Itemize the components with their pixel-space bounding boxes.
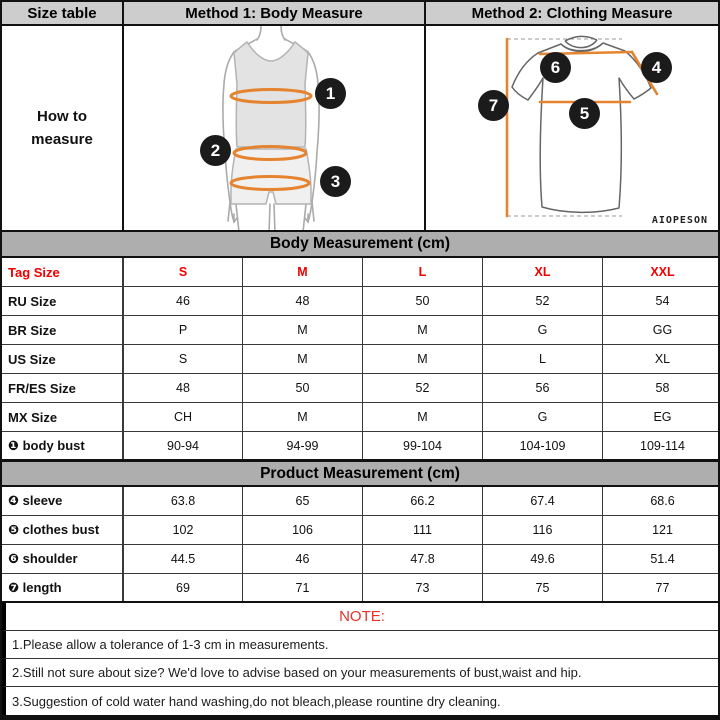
cell-value: CH <box>122 403 242 431</box>
cell-value: 47.8 <box>362 545 482 573</box>
cell-value: 99-104 <box>362 432 482 459</box>
marker-1-bust: 1 <box>315 78 346 109</box>
row-label: ❶ body bust <box>8 437 85 453</box>
header-method1: Method 1: Body Measure <box>122 2 424 24</box>
row-label: RU Size <box>8 293 57 309</box>
cell-value: 116 <box>482 516 602 544</box>
cell-value: GG <box>602 316 720 344</box>
how-to-line1: How to <box>37 107 87 125</box>
cell-value: 50 <box>362 287 482 315</box>
note-item-3: 3.Suggestion of cold water hand washing,do not bleach,please rountine dry cleaning. <box>2 687 718 715</box>
cell-value: 56 <box>482 374 602 402</box>
table-row-ru-size <box>2 287 718 316</box>
cell-value: 73 <box>362 574 482 601</box>
body-figure-svg <box>124 26 424 230</box>
cell-value: 69 <box>122 574 242 601</box>
cell-value: L <box>482 345 602 373</box>
note-item-1: 1.Please allow a tolerance of 1-3 cm in measurements. <box>2 631 718 659</box>
tag-size-m: M <box>242 258 362 286</box>
tag-size-xl: XL <box>482 258 602 286</box>
row-label: ❼ length <box>8 579 62 595</box>
how-to-measure-label <box>2 26 122 230</box>
table-row-shoulder <box>2 545 718 574</box>
cell-value: 46 <box>122 287 242 315</box>
row-label: Tag Size <box>8 264 60 280</box>
cell-value: P <box>122 316 242 344</box>
table-row-length <box>2 574 718 603</box>
cell-value: 63.8 <box>122 487 242 515</box>
body-figure-wrap <box>124 26 424 230</box>
tag-size-xxl: XXL <box>602 258 720 286</box>
note-title: NOTE: <box>2 603 718 631</box>
tag-size-s: S <box>122 258 242 286</box>
cell-value: 71 <box>242 574 362 601</box>
row-label: US Size <box>8 351 56 367</box>
cell-value: M <box>362 403 482 431</box>
cell-value: 51.4 <box>602 545 720 573</box>
cell-value: 67.4 <box>482 487 602 515</box>
cell-value: EG <box>602 403 720 431</box>
header-size-table: Size table <box>27 4 97 22</box>
cell-value: M <box>362 316 482 344</box>
cell-value: 44.5 <box>122 545 242 573</box>
cell-value: 48 <box>122 374 242 402</box>
table-row-clothes-bust <box>2 516 718 545</box>
cell-value: 66.2 <box>362 487 482 515</box>
row-label: ❻ shoulder <box>8 551 78 566</box>
cell-value: 109-114 <box>602 432 720 459</box>
cell-value: 52 <box>362 374 482 402</box>
marker-3-hip: 3 <box>320 166 351 197</box>
shirt-figure-wrap <box>426 26 718 230</box>
cell-value: 75 <box>482 574 602 601</box>
cell-value: M <box>242 316 362 344</box>
body-measure-illustration <box>122 26 424 230</box>
cell-value: XL <box>602 345 720 373</box>
table-row-fres-size <box>2 374 718 403</box>
header-method2: Method 2: Clothing Measure <box>424 2 718 24</box>
clothing-measure-illustration <box>424 26 718 230</box>
cell-value: M <box>242 403 362 431</box>
cell-value: M <box>242 345 362 373</box>
top-header-row <box>2 2 718 26</box>
tank-top-shape <box>234 42 308 147</box>
cell-value: 104-109 <box>482 432 602 459</box>
cell-value: 68.6 <box>602 487 720 515</box>
row-label: ❺ clothes bust <box>8 522 100 537</box>
shirt-figure-svg <box>426 26 718 230</box>
cell-value: 52 <box>482 287 602 315</box>
cell-value: 90-94 <box>122 432 242 459</box>
row-label: BR Size <box>8 322 57 338</box>
cell-value: 102 <box>122 516 242 544</box>
row-label: MX Size <box>8 409 58 425</box>
cell-value: 111 <box>362 516 482 544</box>
cell-value: 46 <box>242 545 362 573</box>
table-row-us-size <box>2 345 718 374</box>
cell-value: 49.6 <box>482 545 602 573</box>
marker-4-sleeve: 4 <box>641 52 672 83</box>
table-row-br-size <box>2 316 718 345</box>
cell-value: 106 <box>242 516 362 544</box>
row-label: ❹ sleeve <box>8 493 63 508</box>
cell-value: G <box>482 403 602 431</box>
table-row-mx-size <box>2 403 718 432</box>
marker-5-bust: 5 <box>569 98 600 129</box>
marker-6-shoulder: 6 <box>540 52 571 83</box>
cell-value: 48 <box>242 287 362 315</box>
cell-value: M <box>362 345 482 373</box>
cell-value: S <box>122 345 242 373</box>
cell-value: 50 <box>242 374 362 402</box>
body-measurement-title: Body Measurement (cm) <box>2 232 718 258</box>
cell-value: 121 <box>602 516 720 544</box>
cell-value: 65 <box>242 487 362 515</box>
cell-value: 58 <box>602 374 720 402</box>
cell-value: G <box>482 316 602 344</box>
table-row-sleeve <box>2 487 718 516</box>
row-label: FR/ES Size <box>8 380 76 396</box>
illustration-band <box>2 26 718 232</box>
cell-value: 94-99 <box>242 432 362 459</box>
marker-2-waist: 2 <box>200 135 231 166</box>
tag-size-l: L <box>362 258 482 286</box>
product-measurement-title: Product Measurement (cm) <box>2 461 718 487</box>
marker-7-length: 7 <box>478 90 509 121</box>
table-row-tag-size <box>2 258 718 287</box>
cell-value: 54 <box>602 287 720 315</box>
brand-label: AIOPESON <box>651 215 708 226</box>
note-item-2: 2.Still not sure about size? We'd love to advise based on your measurements of bust,waist and hip. <box>2 659 718 687</box>
table-row-body-bust <box>2 432 718 461</box>
cell-value: 77 <box>602 574 720 601</box>
how-to-line2: measure <box>31 131 93 148</box>
